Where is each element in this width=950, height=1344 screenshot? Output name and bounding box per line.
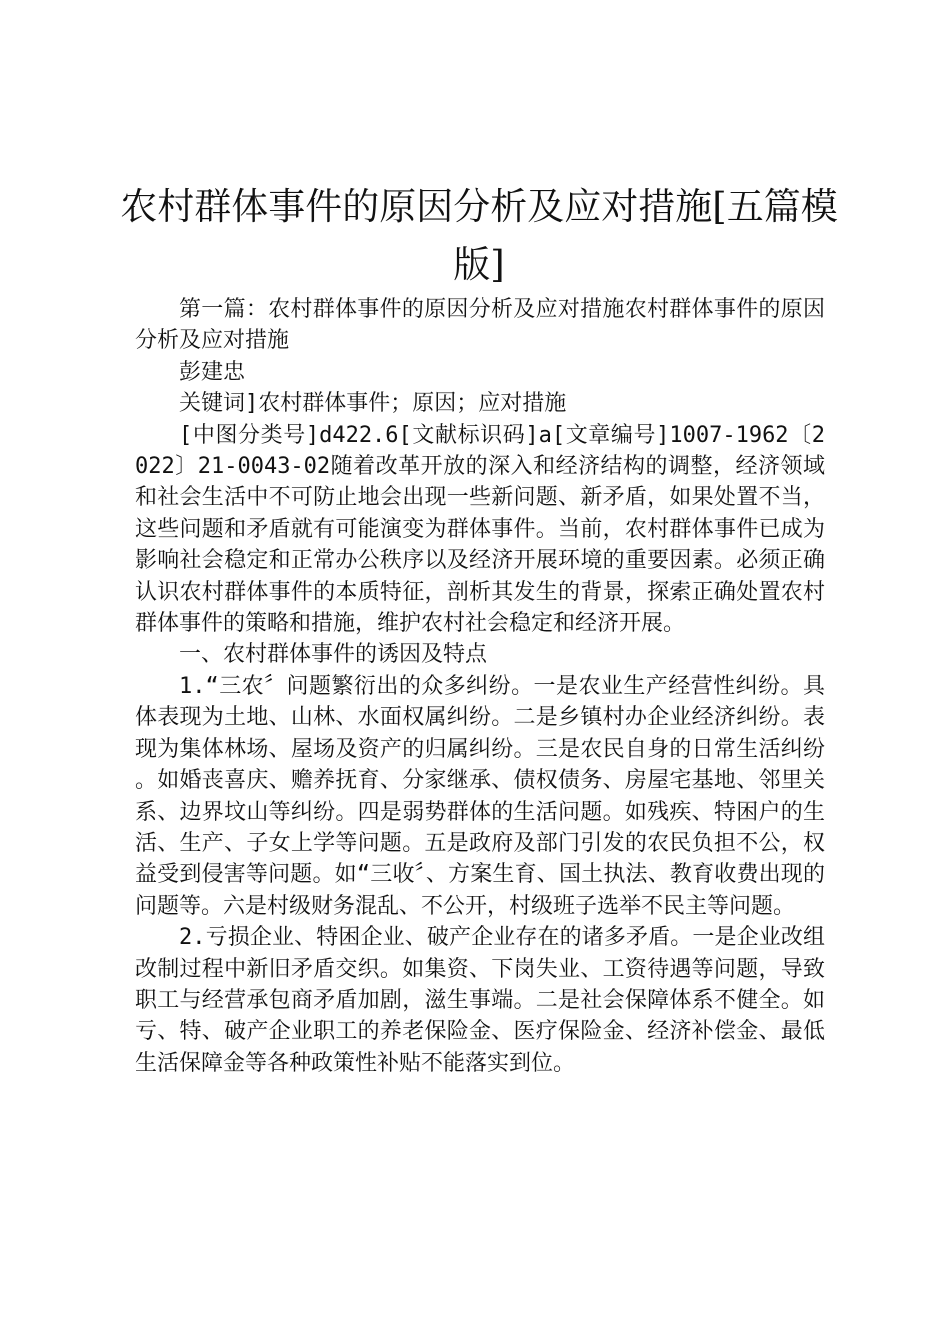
document-title: 农村群体事件的原因分析及应对措施[五篇模版] xyxy=(120,185,838,286)
paragraph-intro: [中图分类号]d422.6[文献标识码]a[文章编号]1007-1962〔2022〕21-0043-02随着改革开放的深入和经济结构的调整，经济领域和社会生活中不可防止地会出现一些新问题、新矛盾，如果处置不当，这些问题和矛盾就有可能演变为群体事件。当前，农村群体事件已成为影响社会稳定和正常办公秩序以及经济开展环境的重要因素。必须正确认识农村群体事件的本质特征，剖析其发生的背景，探索正确处置农村群体事件的策略和措施，维护农村社会稳定和经济开展。 xyxy=(135,422,825,637)
paragraph-author: 彭建忠 xyxy=(179,359,246,385)
paragraph-heading: 第一篇：农村群体事件的原因分析及应对措施农村群体事件的原因分析及应对措施 xyxy=(135,297,825,354)
paragraph-point-2: 2.亏损企业、特困企业、破产企业存在的诸多矛盾。一是企业改组改制过程中新旧矛盾交织。如集资、下岗失业、工资待遇等问题，导致职工与经营承包商矛盾加剧，滋生事端。二是社会保障体系不健全。如亏、特、破产企业职工的养老保险金、医疗保险金、经济补偿金、最低生活保障金等各种政策性补贴不能落实到位。 xyxy=(135,925,825,1076)
paragraph-keywords: 关键词]农村群体事件；原因；应对措施 xyxy=(179,391,567,417)
document-body xyxy=(135,294,825,1079)
paragraph-point-1: 1.“三农〞问题繁衍出的众多纠纷。一是农业生产经营性纠纷。具体表现为土地、山林、水面权属纠纷。二是乡镇村办企业经济纠纷。表现为集体林场、屋场及资产的归属纠纷。三是农民自身的日常生活纠纷。如婚丧喜庆、赡养抚育、分家继承、债权债务、房屋宅基地、邻里关系、边界坟山等纠纷。四是弱势群体的生活问题。如残疾、特困户的生活、生产、子女上学等问题。五是政府及部门引发的农民负担不公，权益受到侵害等问题。如“三收〞、方案生育、国土执法、教育收费出现的问题等。六是村级财务混乱、不公开，村级班子选举不民主等问题。 xyxy=(135,673,825,919)
section-heading: 一、农村群体事件的诱因及特点 xyxy=(179,642,488,668)
